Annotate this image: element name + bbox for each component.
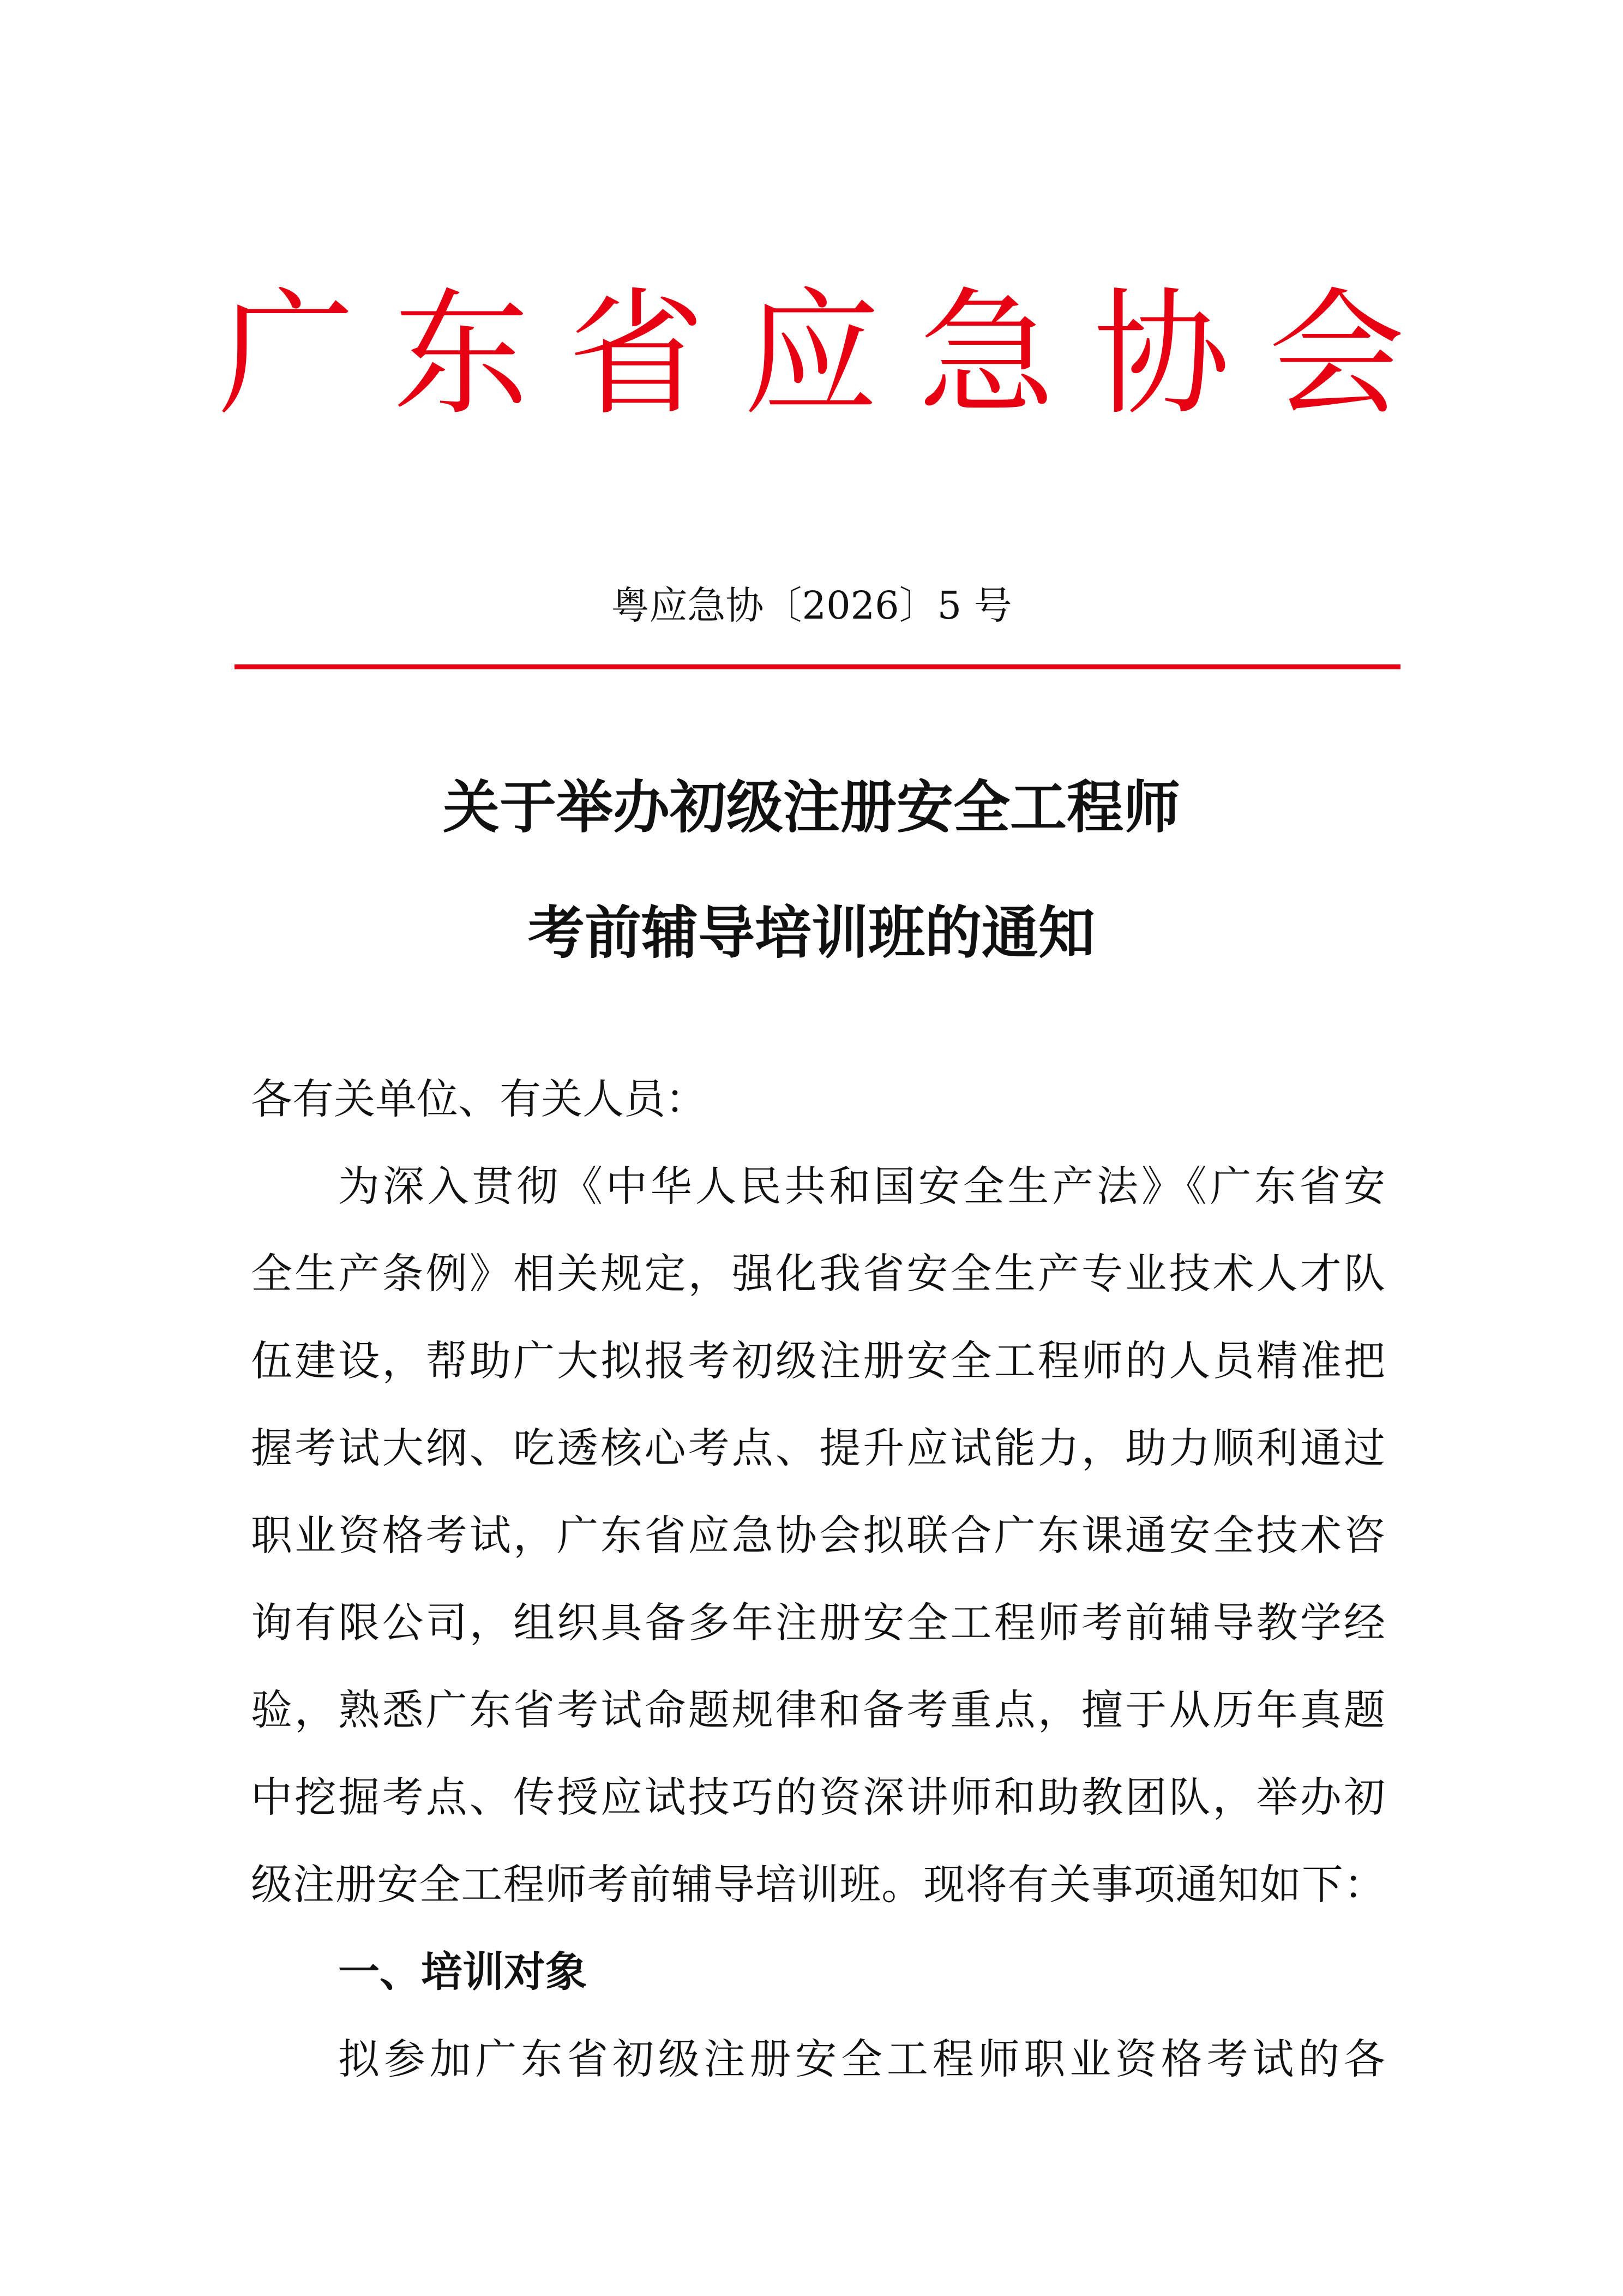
paragraph-line: 级注册安全工程师考前辅导培训班。现将有关事项通知如下： xyxy=(251,1860,1385,1909)
org-title-char: 协 xyxy=(1093,275,1230,434)
document-title-line-1: 关于举办初级注册安全工程师 xyxy=(442,774,1180,841)
paragraph-line: 职业资格考试，广东省应急协会拟联合广东课通安全技术咨 xyxy=(251,1511,1385,1560)
document-number: 粤应急协〔2026〕5 号 xyxy=(611,583,1012,628)
document-title-line-2: 考前辅导培训班的通知 xyxy=(527,899,1095,966)
paragraph-line: 中挖掘考点、传授应试技巧的资深讲师和助教团队，举办初 xyxy=(251,1773,1385,1821)
salutation: 各有关单位、有关人员： xyxy=(251,1075,707,1123)
paragraph-line: 验，熟悉广东省考试命题规律和备考重点，擅于从历年真题 xyxy=(251,1686,1385,1734)
org-title-char: 东 xyxy=(393,275,530,434)
paragraph-line: 询有限公司，组织具备多年注册安全工程师考前辅导教学经 xyxy=(251,1598,1385,1647)
paragraph-line: 全生产条例》相关规定，强化我省安全生产专业技术人才队 xyxy=(251,1249,1385,1298)
paragraph-line: 拟参加广东省初级注册安全工程师职业资格考试的各 xyxy=(338,2035,1385,2083)
org-title-char: 应 xyxy=(743,275,880,434)
org-title-char: 省 xyxy=(568,275,705,434)
org-title-char: 会 xyxy=(1269,275,1405,434)
org-title-char: 广 xyxy=(218,275,354,434)
paragraph-line: 伍建设，帮助广大拟报考初级注册安全工程师的人员精准把 xyxy=(251,1336,1385,1385)
org-title-char: 急 xyxy=(918,275,1055,434)
section-heading: 一、培训对象 xyxy=(338,1947,587,1996)
organization-title xyxy=(218,262,1405,447)
red-divider-line xyxy=(235,664,1400,669)
paragraph-line: 为深入贯彻《中华人民共和国安全生产法》《广东省安 xyxy=(338,1162,1385,1210)
paragraph-line: 握考试大纲、吃透核心考点、提升应试能力，助力顺利通过 xyxy=(251,1424,1385,1472)
